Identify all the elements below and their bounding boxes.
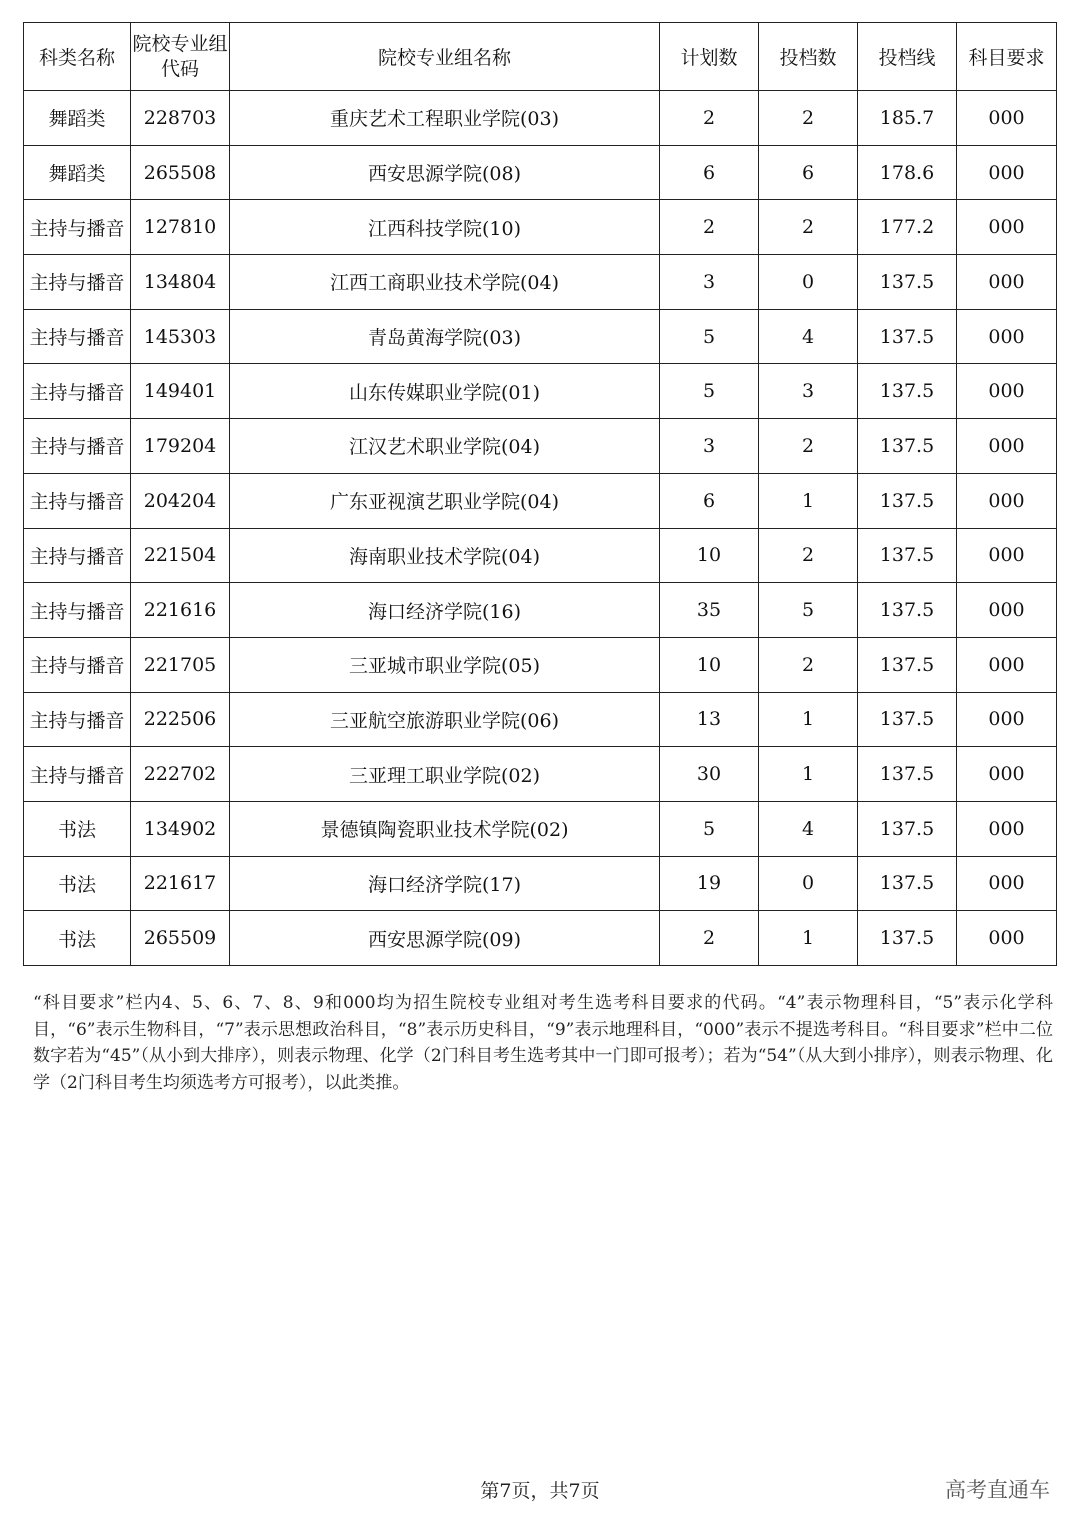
cell-cutoff: 137.5 <box>858 528 957 583</box>
cell-group-name: 山东传媒职业学院(01) <box>230 364 660 419</box>
cell-category: 主持与播音 <box>24 473 131 528</box>
cell-subject-req: 000 <box>957 637 1057 692</box>
cell-category: 主持与播音 <box>24 528 131 583</box>
cell-category: 主持与播音 <box>24 419 131 474</box>
cell-group-name: 青岛黄海学院(03) <box>230 309 660 364</box>
cell-category: 书法 <box>24 911 131 966</box>
cell-plan-count: 5 <box>660 801 759 856</box>
cell-admitted-count: 0 <box>759 856 858 911</box>
cell-group-code: 222702 <box>131 747 230 802</box>
table-row <box>24 747 1057 802</box>
cell-group-code: 127810 <box>131 200 230 255</box>
cell-subject-req: 000 <box>957 856 1057 911</box>
cell-admitted-count: 1 <box>759 473 858 528</box>
cell-category: 主持与播音 <box>24 747 131 802</box>
table-row <box>24 473 1057 528</box>
cell-group-code: 179204 <box>131 419 230 474</box>
cell-subject-req: 000 <box>957 747 1057 802</box>
cell-plan-count: 30 <box>660 747 759 802</box>
admissions-table <box>23 22 1057 966</box>
cell-category: 书法 <box>24 856 131 911</box>
table-row <box>24 145 1057 200</box>
cell-admitted-count: 0 <box>759 255 858 310</box>
table-row <box>24 91 1057 146</box>
table-row <box>24 419 1057 474</box>
cell-group-code: 228703 <box>131 91 230 146</box>
table-row <box>24 692 1057 747</box>
cell-subject-req: 000 <box>957 309 1057 364</box>
cell-group-code: 221504 <box>131 528 230 583</box>
cell-cutoff: 137.5 <box>858 473 957 528</box>
cell-plan-count: 3 <box>660 419 759 474</box>
cell-category: 舞蹈类 <box>24 91 131 146</box>
cell-plan-count: 10 <box>660 637 759 692</box>
cell-subject-req: 000 <box>957 145 1057 200</box>
cell-group-code: 221617 <box>131 856 230 911</box>
cell-cutoff: 137.5 <box>858 692 957 747</box>
cell-admitted-count: 2 <box>759 528 858 583</box>
cell-cutoff: 137.5 <box>858 637 957 692</box>
cell-category: 主持与播音 <box>24 637 131 692</box>
cell-group-name: 广东亚视演艺职业学院(04) <box>230 473 660 528</box>
cell-category: 主持与播音 <box>24 364 131 419</box>
table-row <box>24 309 1057 364</box>
cell-group-name: 江汉艺术职业学院(04) <box>230 419 660 474</box>
table-row <box>24 637 1057 692</box>
cell-group-code: 221616 <box>131 583 230 638</box>
cell-cutoff: 137.5 <box>858 255 957 310</box>
cell-subject-req: 000 <box>957 255 1057 310</box>
cell-category: 主持与播音 <box>24 200 131 255</box>
cell-category: 主持与播音 <box>24 583 131 638</box>
header-category: 科类名称 <box>24 23 131 91</box>
cell-subject-req: 000 <box>957 473 1057 528</box>
table-row <box>24 911 1057 966</box>
cell-group-code: 134804 <box>131 255 230 310</box>
cell-cutoff: 137.5 <box>858 309 957 364</box>
cell-admitted-count: 3 <box>759 364 858 419</box>
cell-admitted-count: 2 <box>759 200 858 255</box>
table-row <box>24 528 1057 583</box>
cell-plan-count: 3 <box>660 255 759 310</box>
cell-subject-req: 000 <box>957 911 1057 966</box>
cell-plan-count: 5 <box>660 309 759 364</box>
cell-group-code: 204204 <box>131 473 230 528</box>
cell-plan-count: 6 <box>660 473 759 528</box>
header-group-code: 院校专业组代码 <box>131 23 230 91</box>
cell-group-name: 海南职业技术学院(04) <box>230 528 660 583</box>
cell-plan-count: 6 <box>660 145 759 200</box>
header-group-name: 院校专业组名称 <box>230 23 660 91</box>
cell-admitted-count: 4 <box>759 801 858 856</box>
cell-admitted-count: 2 <box>759 637 858 692</box>
page-number: 第7页，共7页 <box>480 1480 600 1502</box>
table-row <box>24 200 1057 255</box>
cell-group-name: 江西工商职业技术学院(04) <box>230 255 660 310</box>
cell-cutoff: 137.5 <box>858 364 957 419</box>
cell-group-code: 265508 <box>131 145 230 200</box>
cell-admitted-count: 2 <box>759 91 858 146</box>
cell-admitted-count: 5 <box>759 583 858 638</box>
cell-category: 主持与播音 <box>24 692 131 747</box>
cell-group-name: 西安思源学院(09) <box>230 911 660 966</box>
cell-subject-req: 000 <box>957 364 1057 419</box>
watermark: 高考直通车 <box>945 1478 1050 1502</box>
cell-group-name: 三亚理工职业学院(02) <box>230 747 660 802</box>
cell-admitted-count: 1 <box>759 911 858 966</box>
subject-code-note: “科目要求”栏内4、5、6、7、8、9和000均为招生院校专业组对考生选考科目要求的代码。“4”表示物理科目，“5”表示化学科目，“6”表示生物科目，“7”表示思想政治科目，“8”表示历史科目，“9”表示地理科目，“000”表示不提选考科目。“科目要求”栏中二位数字若为“45”（从小到大排序），则表示物理、化学（2门科目考生选考其中一门即可报考）；若为“54”（从大到小排序），则表示物理、化学（2门科目考生均须选考方可报考），以此类推。 <box>33 993 1053 1093</box>
cell-group-code: 134902 <box>131 801 230 856</box>
table-header-row <box>24 23 1057 91</box>
cell-cutoff: 137.5 <box>858 583 957 638</box>
cell-admitted-count: 6 <box>759 145 858 200</box>
cell-category: 主持与播音 <box>24 309 131 364</box>
cell-group-name: 西安思源学院(08) <box>230 145 660 200</box>
table-row <box>24 856 1057 911</box>
cell-category: 舞蹈类 <box>24 145 131 200</box>
header-subject-req: 科目要求 <box>957 23 1057 91</box>
cell-group-code: 265509 <box>131 911 230 966</box>
cell-subject-req: 000 <box>957 692 1057 747</box>
cell-subject-req: 000 <box>957 91 1057 146</box>
cell-admitted-count: 2 <box>759 419 858 474</box>
cell-cutoff: 137.5 <box>858 419 957 474</box>
cell-plan-count: 19 <box>660 856 759 911</box>
cell-subject-req: 000 <box>957 200 1057 255</box>
cell-group-name: 江西科技学院(10) <box>230 200 660 255</box>
cell-plan-count: 35 <box>660 583 759 638</box>
cell-admitted-count: 1 <box>759 692 858 747</box>
cell-cutoff: 185.7 <box>858 91 957 146</box>
cell-category: 主持与播音 <box>24 255 131 310</box>
cell-subject-req: 000 <box>957 528 1057 583</box>
cell-plan-count: 2 <box>660 200 759 255</box>
cell-cutoff: 177.2 <box>858 200 957 255</box>
cell-group-name: 重庆艺术工程职业学院(03) <box>230 91 660 146</box>
cell-cutoff: 137.5 <box>858 801 957 856</box>
cell-plan-count: 2 <box>660 91 759 146</box>
cell-admitted-count: 1 <box>759 747 858 802</box>
cell-cutoff: 178.6 <box>858 145 957 200</box>
header-cutoff: 投档线 <box>858 23 957 91</box>
cell-cutoff: 137.5 <box>858 747 957 802</box>
cell-category: 书法 <box>24 801 131 856</box>
cell-subject-req: 000 <box>957 419 1057 474</box>
cell-group-name: 三亚城市职业学院(05) <box>230 637 660 692</box>
cell-plan-count: 13 <box>660 692 759 747</box>
header-plan-count: 计划数 <box>660 23 759 91</box>
cell-group-code: 221705 <box>131 637 230 692</box>
cell-plan-count: 2 <box>660 911 759 966</box>
cell-cutoff: 137.5 <box>858 856 957 911</box>
table-row <box>24 364 1057 419</box>
cell-group-name: 景德镇陶瓷职业技术学院(02) <box>230 801 660 856</box>
cell-group-code: 149401 <box>131 364 230 419</box>
cell-group-name: 三亚航空旅游职业学院(06) <box>230 692 660 747</box>
cell-group-code: 222506 <box>131 692 230 747</box>
cell-group-name: 海口经济学院(17) <box>230 856 660 911</box>
cell-subject-req: 000 <box>957 583 1057 638</box>
table-row <box>24 583 1057 638</box>
cell-group-code: 145303 <box>131 309 230 364</box>
cell-group-name: 海口经济学院(16) <box>230 583 660 638</box>
table-row <box>24 801 1057 856</box>
cell-subject-req: 000 <box>957 801 1057 856</box>
cell-plan-count: 5 <box>660 364 759 419</box>
cell-plan-count: 10 <box>660 528 759 583</box>
cell-cutoff: 137.5 <box>858 911 957 966</box>
header-admitted-count: 投档数 <box>759 23 858 91</box>
cell-admitted-count: 4 <box>759 309 858 364</box>
table-row <box>24 255 1057 310</box>
